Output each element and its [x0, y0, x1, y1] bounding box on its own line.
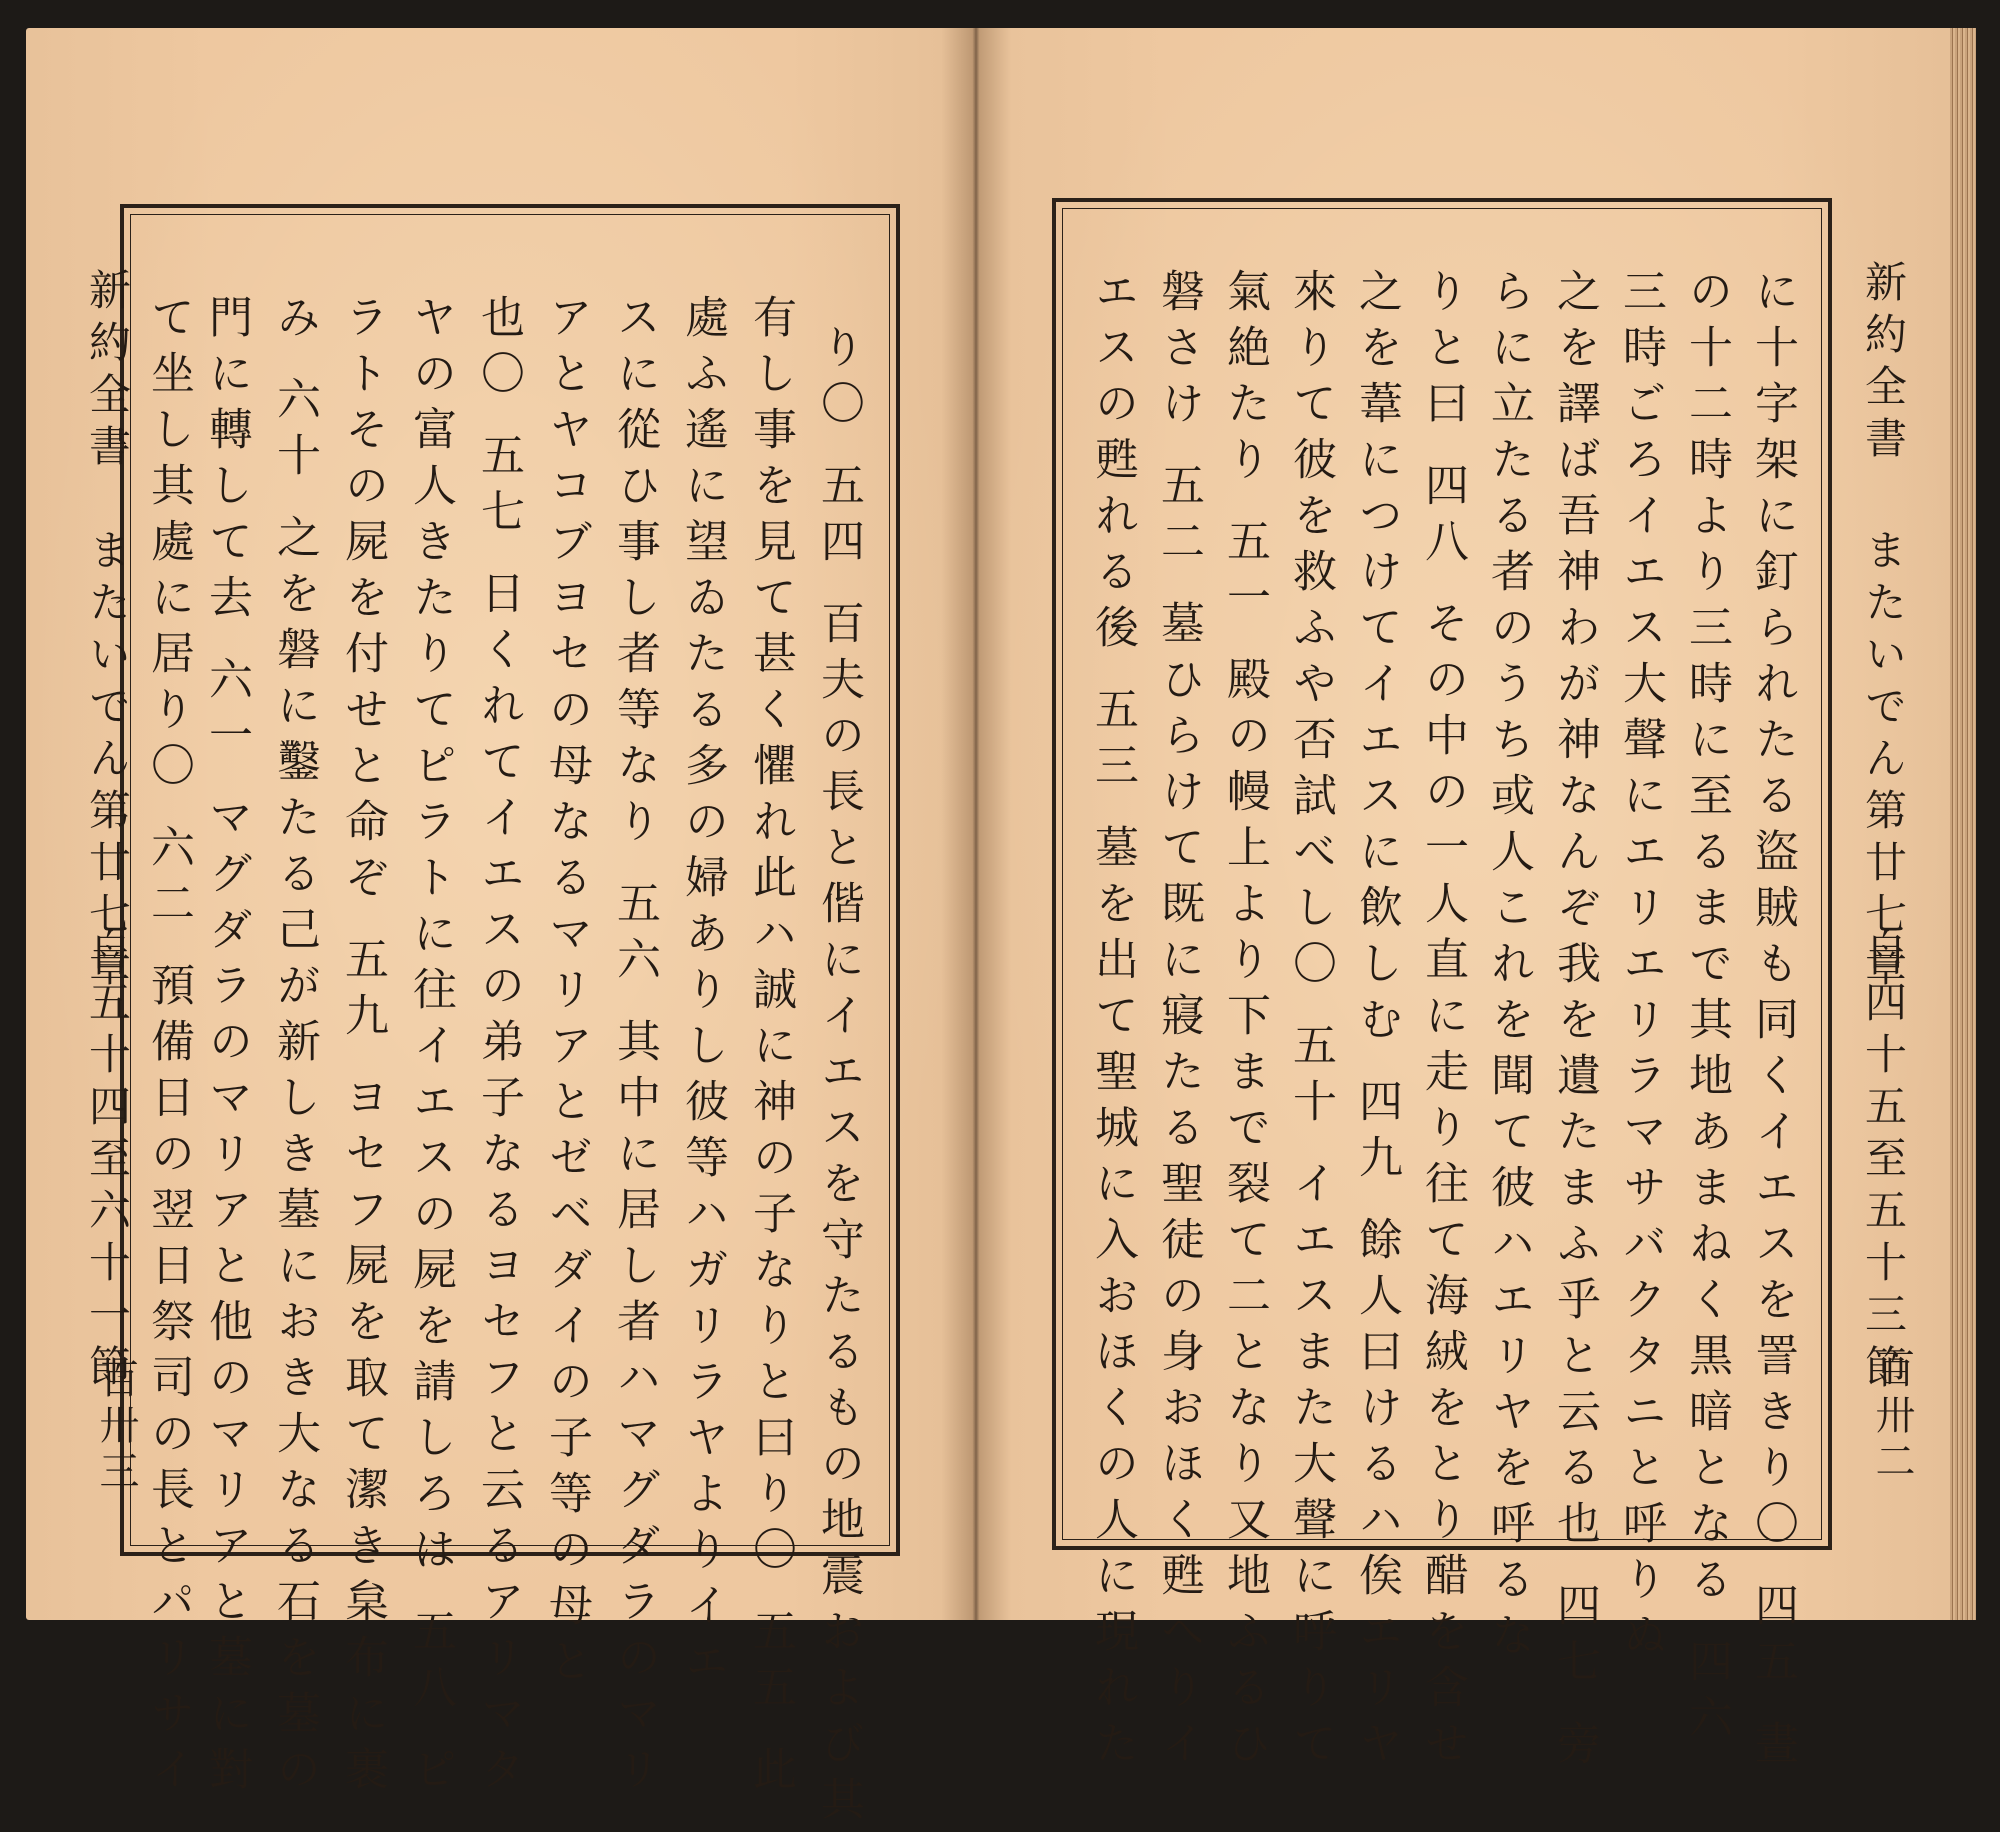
page-number: 百卅三: [93, 1358, 139, 1496]
text-column-8: 來りて彼を救ふや否試べし〇 五十 イエスまた大聲に呼りて: [1285, 268, 1336, 1776]
text-column-9: み 六十 之を磐に鑿たる己が新しき墓におき大なる石を墓の: [269, 294, 320, 1802]
text-column-9: 氣絶たり 五一 殿の幔上より下まで裂て二となり又地ふるひ: [1219, 268, 1270, 1776]
text-column-6: 也〇 五七 日くれてイエスの弟子なるヨセフと云るアリマタ: [473, 294, 524, 1802]
text-column-2: 有し事を見て甚く懼れ此ハ誠に神の子なりと曰り〇 五五 此: [745, 294, 796, 1802]
text-column-7: 之を葦につけてイエスに飲しむ 四九 餘人曰けるハ俟エリヤ: [1351, 268, 1402, 1776]
text-column-6: りと曰 四八 その中の一人直に走り往て海絨をとり醋を含せ: [1417, 268, 1468, 1776]
text-column-8: ラトその屍を付せと命ぞ 五九 ヨセフ屍を取て潔き枲布に裹: [337, 294, 388, 1802]
book-gutter: [941, 28, 1011, 1620]
chapter-heading: またいでん第廿七章: [1859, 528, 1908, 996]
text-column-10: 磐さけ 五二 墓ひらけて既に寢たる聖徒の身おほく甦へりイ: [1153, 268, 1204, 1776]
left-page: [26, 28, 974, 1832]
chapter-heading: またいでん第廿七章: [83, 528, 132, 996]
text-column-3: 處ふ遙に望ゐたる多の婦ありし彼等ハガリラヤよりイエ: [677, 294, 728, 1694]
text-column-10: 門に轉して去 六一 マグダラのマリアと他のマリアと墓に對: [201, 294, 252, 1802]
text-column-11: エスの甦れる後 五三 墓を出て聖城に入おほくの人に現れた: [1087, 268, 1138, 1776]
text-column-4: スに從ひ事し者等なり 五六 其中に居し者ハマグダラのマリ: [609, 294, 660, 1802]
text-column-1: り〇 五四 百夫の長と偕にイエスを守たるもの地震および其: [813, 324, 864, 1832]
text-column-7: ヤの富人きたりてピラトに往イエスの屍を請しろは 五八 ピ: [405, 294, 456, 1802]
text-column-1: に十字架に釘られたる盜賊も同くイエスを詈きり〇 四五 晝: [1747, 268, 1798, 1776]
book-spread: [26, 28, 1976, 1832]
text-column-3: 三時ごろイエス大聲にエリエリラマサバクタニと呼りぬ: [1615, 268, 1666, 1668]
running-title: 新約全書: [83, 268, 132, 476]
text-column-5: アとヤコブヨセの母なるマリアとゼベダイの子等の母と: [541, 294, 592, 1694]
running-title: 新約全書: [1859, 260, 1908, 468]
right-page: [974, 28, 1976, 1776]
verse-range: 自四十五至五十三節: [1859, 928, 1908, 1396]
text-column-11: て坐し其處に居り〇 六二 預備日の翌日祭司の長とパリサイ: [143, 294, 194, 1802]
page-number: 百卅二: [1869, 1348, 1915, 1486]
text-column-5: らに立たる者のうち或人これを聞て彼ハエリヤを呼るな: [1483, 268, 1534, 1668]
text-column-4: 之を譯ば吾神わが神なんぞ我を遺たまふ乎と云る也 四七 旁: [1549, 268, 1600, 1776]
verse-range: 自五十四至六十一節: [83, 928, 132, 1396]
text-column-2: の十二時より三時に至るまで其地あまねく黒暗となる 四六: [1681, 268, 1732, 1750]
page-edges: [1950, 28, 1976, 1620]
